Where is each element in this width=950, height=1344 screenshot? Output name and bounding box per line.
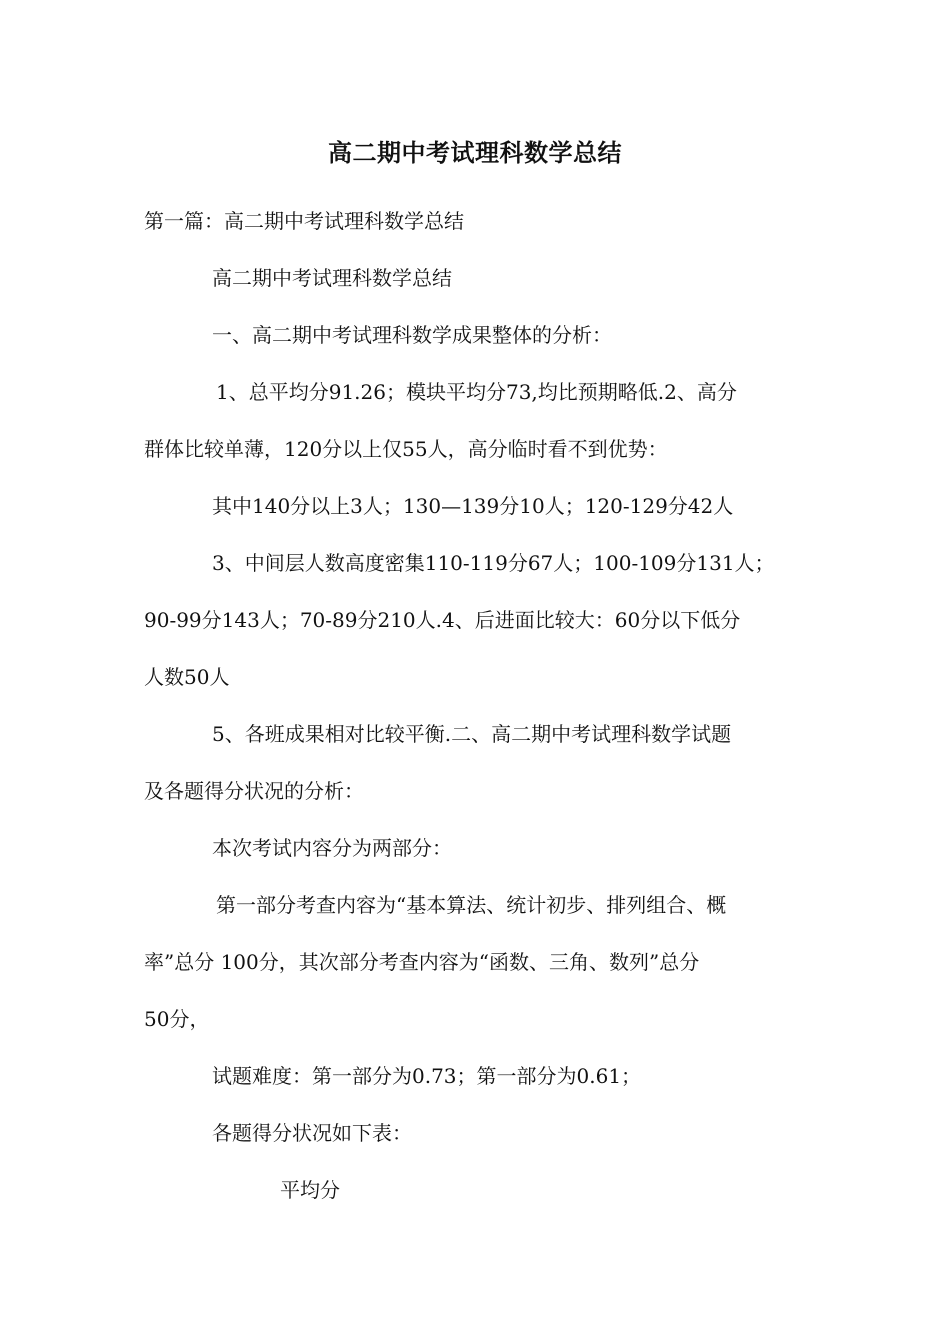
- paragraph-high-score-breakdown: 其中140分以上3人；130—139分10人；120-129分42人: [212, 494, 734, 518]
- paragraph-average-scores: [144, 364, 808, 478]
- paragraph-line: 及各题得分状况的分析：: [144, 779, 364, 803]
- paragraph-difficulty: 试题难度：第一部分为0.73；第一部分为0.61；: [212, 1064, 642, 1088]
- paragraph-exam-content: [144, 877, 808, 1048]
- paragraph-line: 90-99分143人；70-89分210人.4、后进面比较大：60分以下低分: [144, 608, 741, 632]
- paragraph-line: 群体比较单薄，120分以上仅55人，高分临时看不到优势：: [144, 437, 668, 461]
- document-title: 高二期中考试理科数学总结: [328, 138, 622, 167]
- table-header-average: 平均分: [280, 1178, 340, 1202]
- paragraph-section-one-heading: 一、高二期中考试理科数学成果整体的分析：: [212, 323, 612, 347]
- paragraph-score-table-intro: 各题得分状况如下表：: [212, 1121, 412, 1145]
- paragraph-line: 5、各班成果相对比较平衡.二、高二期中考试理科数学试题: [212, 722, 732, 746]
- paragraph-exam-parts: 本次考试内容分为两部分：: [212, 836, 452, 860]
- paragraph-line: 3、中间层人数高度密集110-119分67人；100-109分131人；: [212, 551, 775, 575]
- paragraph-line: 人数50人: [144, 665, 230, 689]
- paragraph-line: 第一部分考查内容为“基本算法、统计初步、排列组合、概: [216, 893, 727, 917]
- paragraph-middle-tier: [144, 535, 808, 706]
- paragraph-line: 率”总分 100分，其次部分考查内容为“函数、三角、数列”总分: [144, 950, 700, 974]
- paragraph-first-chapter: 第一篇：高二期中考试理科数学总结: [144, 209, 464, 233]
- paragraph-class-balance: [144, 706, 808, 820]
- paragraph-line: 1、总平均分91.26；模块平均分73,均比预期略低.2、高分: [216, 380, 737, 404]
- paragraph-subtitle: 高二期中考试理科数学总结: [212, 266, 452, 290]
- paragraph-line: 50分，: [144, 1007, 210, 1031]
